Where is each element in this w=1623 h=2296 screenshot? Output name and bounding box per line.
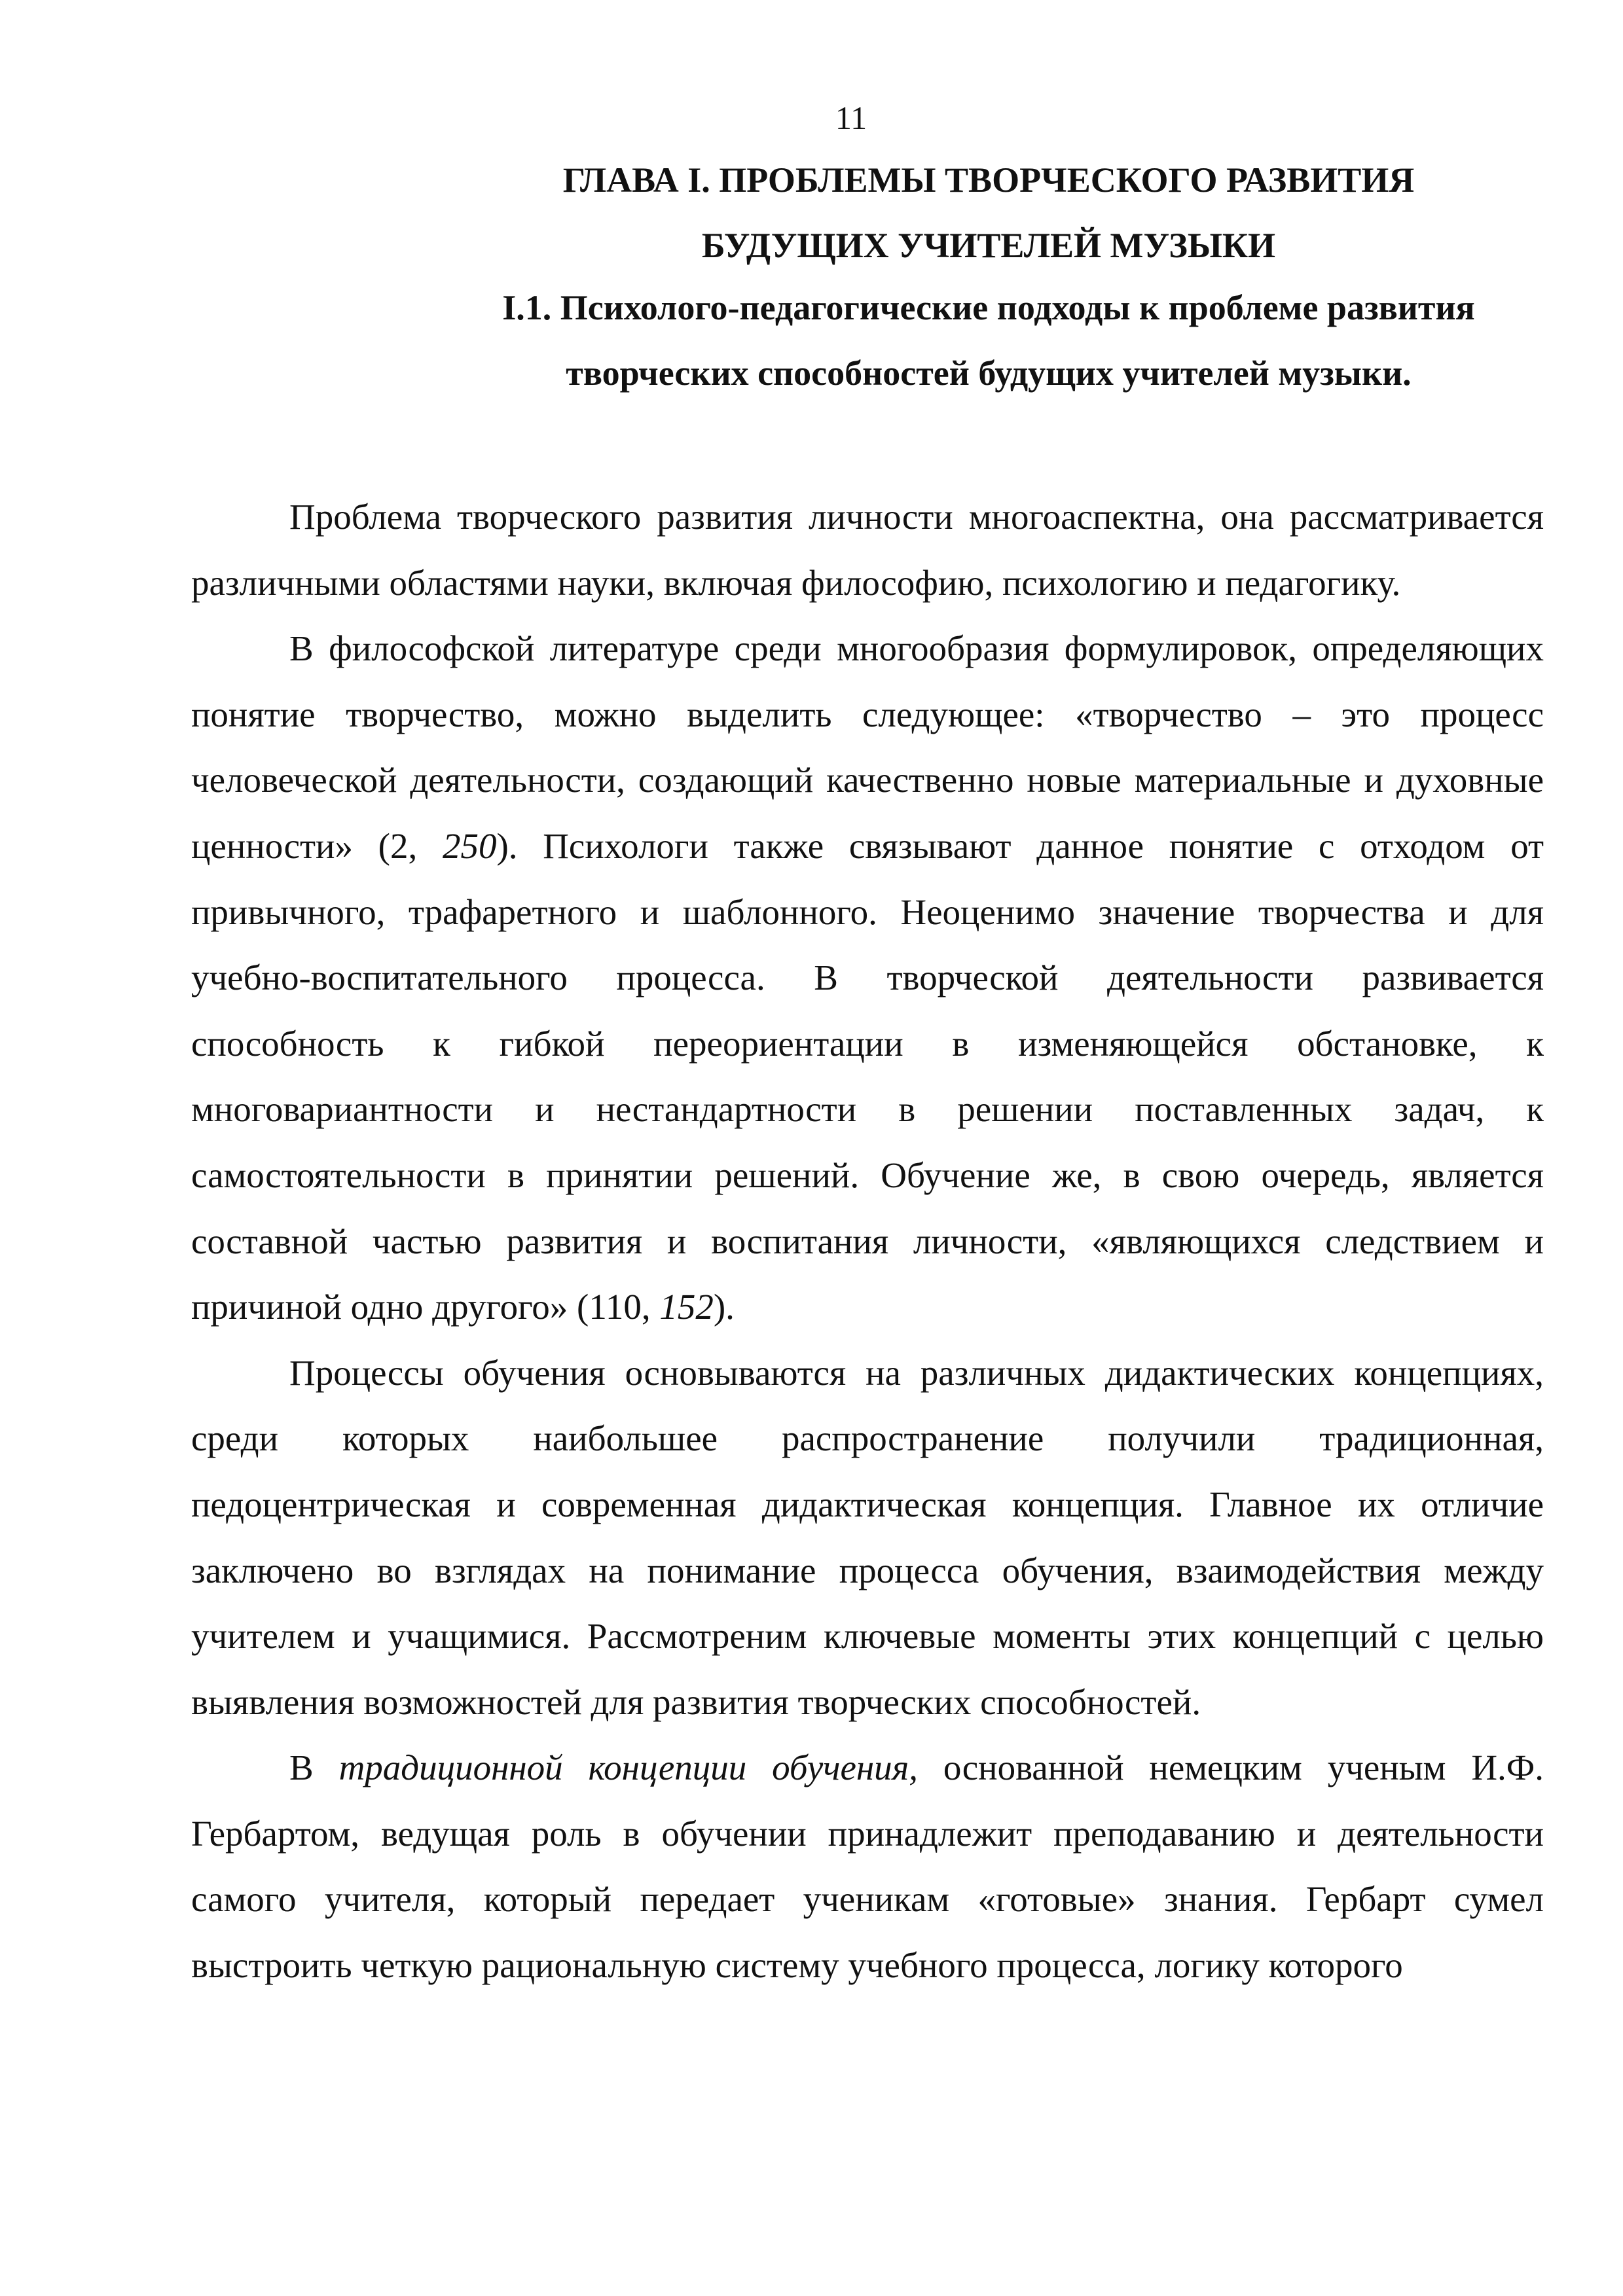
chapter-title-line-1: ГЛАВА I. ПРОБЛЕМЫ ТВОРЧЕСКОГО РАЗВИТИЯ bbox=[562, 160, 1415, 200]
paragraph-2-text-c: ). bbox=[713, 1287, 735, 1327]
citation-page-ref: 152 bbox=[659, 1287, 714, 1327]
chapter-title bbox=[196, 147, 1623, 278]
section-title-line-1: I.1. Психолого-педагогические подходы к проблеме развития bbox=[502, 288, 1475, 327]
emphasized-term: традиционной концепции обучения, bbox=[338, 1748, 918, 1788]
body-text bbox=[191, 484, 1544, 1999]
citation-page-ref: 250 bbox=[442, 825, 497, 866]
paragraph-4-text-b: основанной немецким ученым И.Ф. Гербартом, ведущая роль в обучении принадлежит преподаванию и деятельности самого учителя, который передает ученикам «готовые» знания. Гербарт сумел выстроить четкую рациональную систему учебного процесса, логику которого bbox=[191, 1748, 1544, 1986]
paragraph-4 bbox=[191, 1735, 1544, 1998]
paragraph-2 bbox=[191, 616, 1544, 1340]
paragraph-1: Проблема творческого развития личности многоаспектна, она рассматривается различными областями науки, включая философию, психологию и педагогику. bbox=[191, 497, 1544, 603]
page-number: 11 bbox=[835, 99, 867, 136]
paragraph-2-text-b: ). Психологи также связывают данное понятие с отходом от привычного, трафаретного и шаблонного. Неоценимо значение творчества и для учебно-воспитательного процесса. В творческой деятельности развивается способность к гибкой переориентации в изменяющейся обстановке, к многовариантности и нестандартности в решении поставленных задач, к самостоятельности в принятии решений. Обучение же, в свою очередь, является составной частью развития и воспитания личности, «являющихся следствием и причиной одно другого» (110, bbox=[191, 825, 1544, 1327]
chapter-title-line-2: БУДУЩИХ УЧИТЕЛЕЙ МУЗЫКИ bbox=[701, 226, 1276, 265]
section-title bbox=[196, 275, 1623, 406]
section-title-line-2: творческих способностей будущих учителей музыки. bbox=[566, 353, 1412, 393]
paragraph-3: Процессы обучения основываются на различных дидактических концепциях, среди которых наибольшее распространение получили традиционная, педоцентрическая и современная дидактическая концепция. Главное их отличие заключено во взглядах на понимание процесса обучения, взаимодействия между учителем и учащимися. Рассмотреним ключевые моменты этих концепций с целью выявления возможностей для развития творческих способностей. bbox=[191, 1352, 1544, 1722]
paragraph-2-text-a: В философской литературе среди многообразия формулировок, определяющих понятие творчество, можно выделить следующее: «творчество – это процесс человеческой деятельности, создающий качественно новые материальные и духовные ценности» (2, bbox=[191, 628, 1544, 866]
paragraph-4-text-a: В bbox=[289, 1748, 339, 1788]
